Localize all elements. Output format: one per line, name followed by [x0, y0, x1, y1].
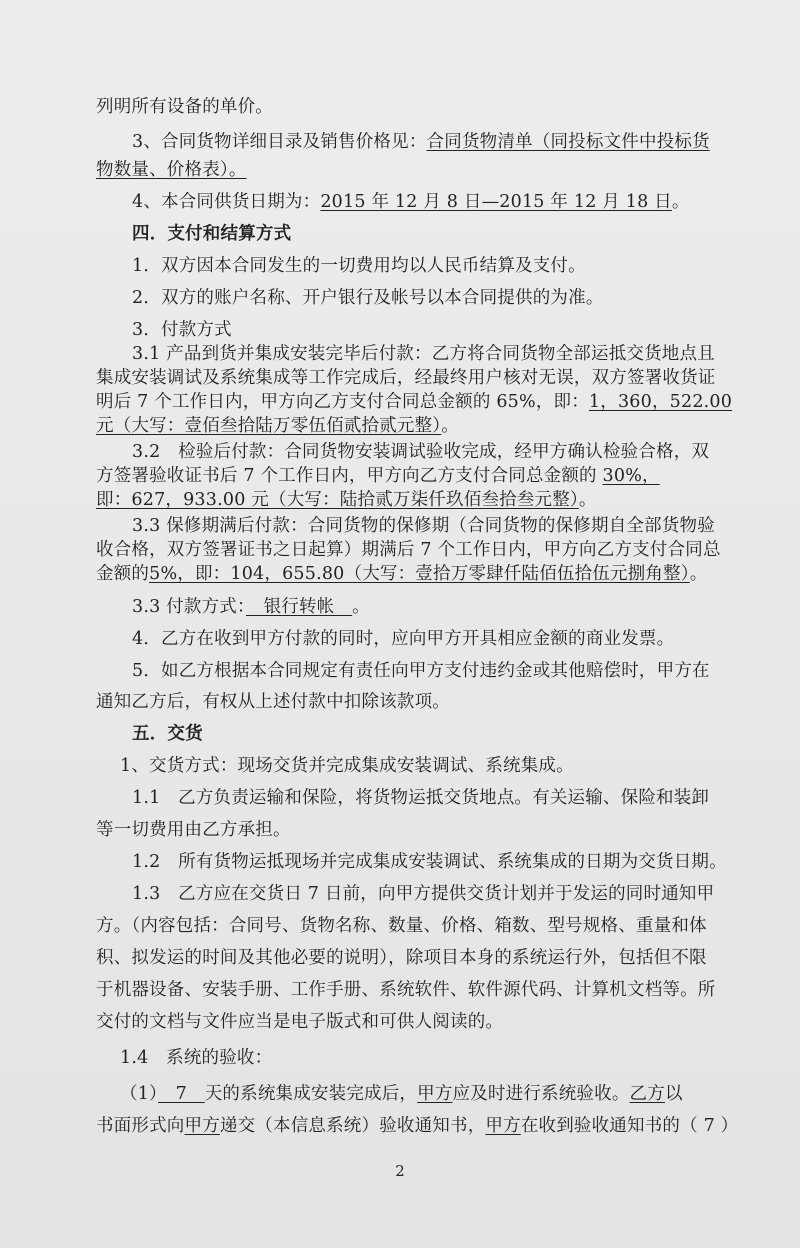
page-number: 2: [395, 1162, 405, 1180]
text-line: （1） 7 天的系统集成安装完成后，甲方应及时进行系统验收。乙方以: [120, 1084, 683, 1104]
text-line: 4．乙方在收到甲方付款的同时，应向甲方开具相应金额的商业发票。: [132, 629, 675, 649]
text-line: 3、合同货物详细目录及销售价格见：合同货物清单（同投标文件中投标货: [132, 132, 710, 152]
text-line: 方签署验收证书后 7 个工作日内，甲方向乙方支付合同总金额的 30%，: [96, 466, 660, 486]
text-line: 物数量、价格表）。: [96, 160, 247, 180]
text-line: 集成安装调试及系统集成等工作完成后，经最终用户核对无误，双方签署收货证: [96, 368, 716, 388]
text-line: 元（大写：壹佰叁拾陆万零伍佰贰拾贰元整）。: [96, 416, 459, 436]
text-line: 书面形式向甲方递交（本信息系统）验收通知书，甲方在收到验收通知书的（ 7 ）: [96, 1116, 739, 1136]
text-line: 1.3 乙方应在交货日 7 日前，向甲方提供交货计划并于发运的同时通知甲: [132, 884, 715, 904]
text-line: 3.3 保修期满后付款：合同货物的保修期（合同货物的保修期自全部货物验: [132, 516, 715, 536]
text-line: 积、拟发运的时间及其他必要的说明），除项目本身的系统运行外，包括但不限: [96, 948, 707, 968]
text-line: 1.1 乙方负责运输和保险，将货物运抵交货地点。有关运输、保险和装卸: [132, 788, 710, 808]
text-line: 1.4 系统的验收：: [120, 1048, 273, 1068]
section-heading: 四．支付和结算方式: [132, 224, 292, 244]
text-line: 3.2 检验后付款：合同货物安装调试验收完成，经甲方确认检验合格，双: [132, 442, 710, 462]
text-line: 1.2 所有货物运抵现场并完成集成安装调试、系统集成的日期为交货日期。: [132, 852, 727, 872]
text-line: 3．付款方式: [132, 320, 232, 340]
text-line: 等一切费用由乙方承担。: [96, 820, 291, 840]
text-line: 4、本合同供货日期为：2015 年 12 月 8 日—2015 年 12 月 18 日。: [132, 192, 690, 212]
text-line: 3.1 产品到货并集成安装完毕后付款：乙方将合同货物全部运抵交货地点且: [132, 344, 715, 364]
text-line: 1．双方因本合同发生的一切费用均以人民币结算及支付。: [132, 256, 586, 276]
text-line: 2．双方的账户名称、开户银行及帐号以本合同提供的为准。: [132, 288, 604, 308]
text-line: 3.3 付款方式： 银行转帐 。: [132, 597, 370, 617]
text-line: 明后 7 个工作日内，甲方向乙方支付合同总金额的 65%，即：1，360，522.00: [96, 392, 733, 412]
text-line: 通知乙方后，有权从上述付款中扣除该款项。: [96, 692, 450, 712]
text-line: 于机器设备、安装手册、工作手册、系统软件、软件源代码、计算机文档等。所: [96, 980, 716, 1000]
text-line: 交付的文档与文件应当是电子版式和可供人阅读的。: [96, 1012, 504, 1032]
text-line: 方。（内容包括：合同号、货物名称、数量、价格、箱数、型号规格、重量和体: [96, 916, 707, 936]
text-line: 列明所有设备的单价。: [96, 97, 273, 117]
section-heading: 五．交货: [132, 724, 203, 744]
text-line: 即：627，933.00 元（大写：陆拾贰万柒仟玖佰叁拾叁元整）。: [96, 490, 597, 510]
text-line: 1、交货方式：现场交货并完成集成安装调试、系统集成。: [120, 756, 574, 776]
text-line: 金额的5%，即：104，655.80（大写：壹拾万零肆仟陆佰伍拾伍元捌角整）。: [96, 564, 708, 584]
text-line: 收合格，双方签署证书之日起算）期满后 7 个工作日内，甲方向乙方支付合同总: [96, 540, 721, 560]
text-line: 5．如乙方根据本合同规定有责任向甲方支付违约金或其他赔偿时，甲方在: [132, 661, 710, 681]
